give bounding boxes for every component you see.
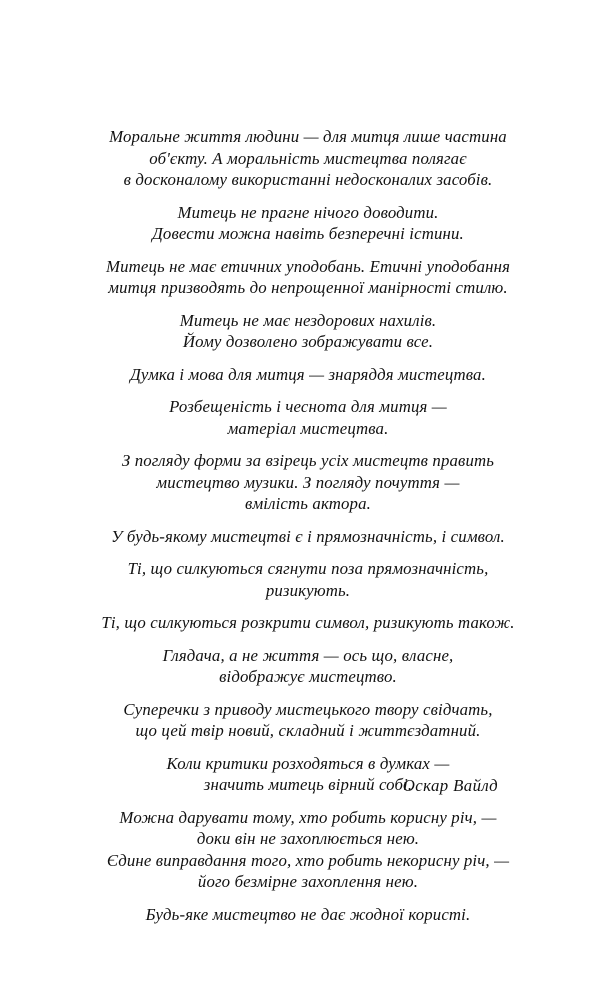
author-signature: Оскар Вайлд xyxy=(402,776,498,795)
aphorism-line: матеріал мистецтва. xyxy=(227,418,389,438)
aphorism-line: об'єкту. А моральність мистецтва полягає xyxy=(149,148,467,168)
aphorism xyxy=(60,526,556,548)
aphorism-line: в досконалому використанні недосконалих засобів. xyxy=(123,170,493,189)
aphorism-line: Єдине виправдання того, хто робить некорисну річ, — xyxy=(106,850,510,870)
aphorism xyxy=(60,645,556,688)
aphorism-line: Митець не має нездорових нахилів. xyxy=(179,310,437,330)
aphorism-list xyxy=(60,126,556,936)
aphorism-line: мистецтво музики. З погляду почуття — xyxy=(156,472,460,492)
aphorism-line: доки він не захоплюється нею. xyxy=(196,829,420,848)
aphorism-line: Довести можна навіть безперечні істини. xyxy=(152,224,464,243)
aphorism xyxy=(60,850,556,893)
aphorism-line: Митець не прагне нічого доводити. xyxy=(177,202,439,222)
aphorism xyxy=(60,699,556,742)
aphorism-line: У будь-якому мистецтві є і прямозначність, і символ. xyxy=(111,526,505,546)
aphorism-line: ризикують. xyxy=(265,580,351,600)
aphorism-line: З погляду форми за взірець усіх мистецтв править xyxy=(121,451,495,470)
aphorism-line: Глядача, а не життя — ось що, власне, xyxy=(162,645,454,665)
aphorism-line: Митець не має етичних уподобань. Етичні уподобання xyxy=(105,256,511,276)
aphorism-line: Розбещеність і чеснота для митця — xyxy=(169,397,447,416)
aphorism-line: його безмірне захоплення нею. xyxy=(197,872,419,891)
aphorism xyxy=(60,202,556,245)
aphorism-line: Будь-яке мистецтво не дає жодної користі. xyxy=(145,904,471,924)
aphorism xyxy=(60,558,556,601)
aphorism-line: Суперечки з приводу мистецького твору свідчать, xyxy=(123,699,493,719)
aphorism-line: Йому дозволено зображувати все. xyxy=(182,332,434,351)
aphorism xyxy=(60,364,556,386)
aphorism xyxy=(60,450,556,515)
aphorism-line: Ті, що силкуються розкрити символ, ризикують також. xyxy=(101,613,515,632)
aphorism xyxy=(60,310,556,353)
aphorism-line: Можна дарувати тому, хто робить корисну річ, — xyxy=(119,807,497,827)
aphorism-line: митця призводять до непрощенної манірності стилю. xyxy=(108,278,508,297)
aphorism-line: Моральне життя людини — для митця лише частина xyxy=(109,127,507,146)
aphorism xyxy=(60,126,556,191)
aphorism-line: значить митець вірний собі. xyxy=(203,775,413,794)
aphorism xyxy=(60,807,556,850)
aphorism-line: відображує мистецтво. xyxy=(219,667,397,686)
aphorism-line: Думка і мова для митця — знаряддя мистецтва. xyxy=(130,364,486,384)
aphorism xyxy=(60,612,556,634)
aphorism-line: вмілість актора. xyxy=(245,494,371,513)
aphorism-line: що цей твір новий, складний і життєздатний. xyxy=(135,721,481,740)
aphorism xyxy=(60,904,556,926)
aphorism-line: Коли критики розходяться в думках — xyxy=(166,753,450,773)
aphorism-line: Ті, що силкуються сягнути поза прямозначність, xyxy=(127,559,489,578)
aphorism xyxy=(60,396,556,439)
aphorism xyxy=(60,256,556,299)
